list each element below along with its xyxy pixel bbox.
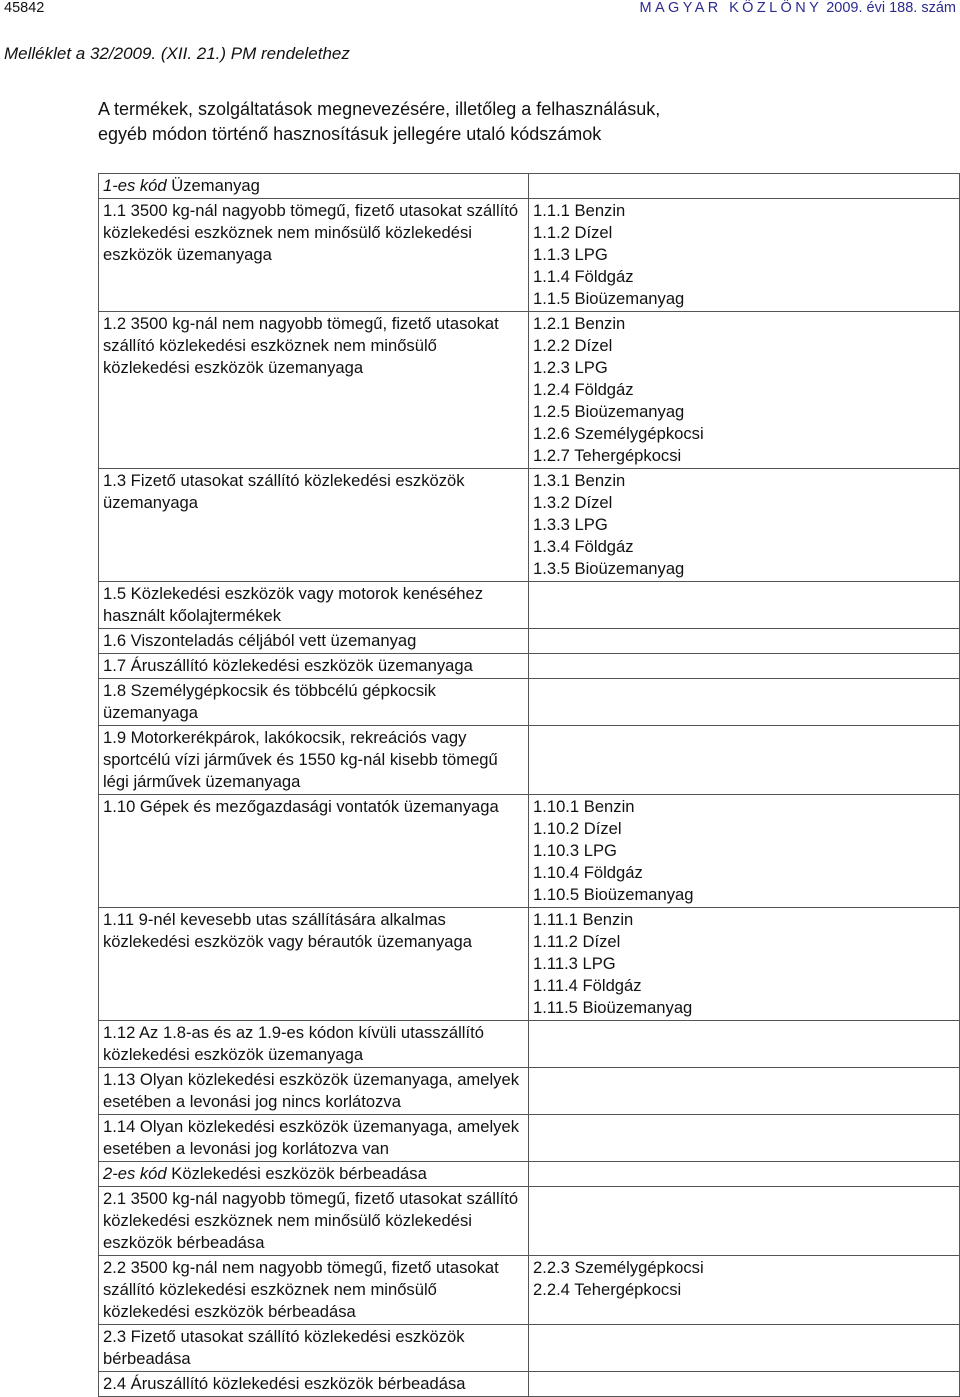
subcode-item: 1.2.3 LPG bbox=[533, 358, 608, 377]
category-text: 2.4 Áruszállító közlekedési eszközök bérbeadása bbox=[103, 1374, 466, 1393]
category-cell bbox=[99, 679, 529, 726]
subcode-item: 1.2.1 Benzin bbox=[533, 314, 626, 333]
subcode-cell bbox=[529, 726, 960, 795]
category-cell bbox=[99, 582, 529, 629]
category-text: 1.6 Viszonteladás céljából vett üzemanyag bbox=[103, 631, 417, 650]
journal-name: MAGYAR KÖZLÖNY bbox=[639, 0, 823, 16]
table-row bbox=[99, 1372, 960, 1397]
table-row bbox=[99, 908, 960, 1021]
category-text: 1.13 Olyan közlekedési eszközök üzemanyaga, amelyek esetében a levonási jog nincs korlátozva bbox=[103, 1070, 519, 1111]
subcode-item: 1.2.7 Tehergépkocsi bbox=[533, 446, 682, 465]
code-prefix: 2-es kód bbox=[103, 1164, 167, 1183]
subcode-item: 1.2.5 Bioüzemanyag bbox=[533, 402, 685, 421]
category-cell bbox=[99, 1068, 529, 1115]
table-row bbox=[99, 582, 960, 629]
subcode-cell bbox=[529, 1115, 960, 1162]
subcode-cell bbox=[529, 654, 960, 679]
subcode-item: 1.10.4 Földgáz bbox=[533, 863, 643, 882]
category-text: 1.7 Áruszállító közlekedési eszközök üzemanyaga bbox=[103, 656, 473, 675]
table-row bbox=[99, 726, 960, 795]
category-text: 2.2 3500 kg-nál nem nagyobb tömegű, fizető utasokat szállító közlekedési eszköznek nem minősülő közlekedési eszközök bérbeadása bbox=[103, 1258, 499, 1321]
category-cell bbox=[99, 469, 529, 582]
subcode-item: 1.10.5 Bioüzemanyag bbox=[533, 885, 694, 904]
subcode-item: 1.2.6 Személygépkocsi bbox=[533, 424, 704, 443]
subcode-item: 1.3.3 LPG bbox=[533, 515, 608, 534]
category-cell bbox=[99, 1187, 529, 1256]
category-cell bbox=[99, 1325, 529, 1372]
subcode-cell bbox=[529, 679, 960, 726]
subcode-item: 1.1.1 Benzin bbox=[533, 201, 626, 220]
subcode-cell bbox=[529, 1021, 960, 1068]
subcode-item: 1.10.3 LPG bbox=[533, 841, 617, 860]
table-row bbox=[99, 469, 960, 582]
category-cell bbox=[99, 726, 529, 795]
code-table bbox=[98, 173, 960, 1397]
subcode-cell bbox=[529, 1325, 960, 1372]
category-text: 1.8 Személygépkocsik és többcélú gépkocsik üzemanyaga bbox=[103, 681, 436, 722]
category-text: 1.2 3500 kg-nál nem nagyobb tömegű, fizető utasokat szállító közlekedési eszköznek nem minősülő közlekedési eszközök üzemanyaga bbox=[103, 314, 499, 377]
category-text: 1.14 Olyan közlekedési eszközök üzemanyaga, amelyek esetében a levonási jog korlátozva van bbox=[103, 1117, 519, 1158]
subcode-cell bbox=[529, 199, 960, 312]
category-cell bbox=[99, 1256, 529, 1325]
category-cell bbox=[99, 795, 529, 908]
table-row bbox=[99, 1068, 960, 1115]
subcode-item: 1.3.1 Benzin bbox=[533, 471, 626, 490]
category-text: 1.9 Motorkerékpárok, lakókocsik, rekreációs vagy sportcélú vízi járművek és 1550 kg-nál kisebb tömegű légi járművek üzemanyaga bbox=[103, 728, 498, 791]
table-row bbox=[99, 1021, 960, 1068]
table-row bbox=[99, 1256, 960, 1325]
subcode-cell bbox=[529, 469, 960, 582]
category-text: 1.11 9-nél kevesebb utas szállítására alkalmas közlekedési eszközök vagy bérautók üzemanyaga bbox=[103, 910, 472, 951]
issue-number: 2009. évi 188. szám bbox=[826, 0, 956, 16]
category-text: 1.5 Közlekedési eszközök vagy motorok kenéséhez használt kőolajtermékek bbox=[103, 584, 484, 625]
subcode-item: 1.11.3 LPG bbox=[533, 954, 616, 973]
table-row bbox=[99, 1115, 960, 1162]
code-prefix: 1-es kód bbox=[103, 176, 167, 195]
category-cell bbox=[99, 629, 529, 654]
category-cell bbox=[99, 174, 529, 199]
table-row bbox=[99, 1325, 960, 1372]
document-title bbox=[98, 97, 798, 147]
category-text: 1.1 3500 kg-nál nagyobb tömegű, fizető utasokat szállító közlekedési eszköznek nem minősülő közlekedési eszközök üzemanyaga bbox=[103, 201, 519, 264]
category-text: 1.12 Az 1.8-as és az 1.9-es kódon kívüli utasszállító közlekedési eszközök üzemanyaga bbox=[103, 1023, 484, 1064]
category-cell bbox=[99, 1115, 529, 1162]
journal-header bbox=[639, 0, 956, 16]
category-text: Közlekedési eszközök bérbeadása bbox=[171, 1164, 427, 1183]
category-text: Üzemanyag bbox=[171, 176, 260, 195]
code-table-body bbox=[99, 174, 960, 1397]
title-line: A termékek, szolgáltatások megnevezésére, illetőleg a felhasználásuk, bbox=[98, 99, 661, 119]
subcode-cell bbox=[529, 1162, 960, 1187]
category-cell bbox=[99, 1021, 529, 1068]
subcode-item: 1.11.5 Bioüzemanyag bbox=[533, 998, 693, 1017]
subcode-item: 1.2.4 Földgáz bbox=[533, 380, 634, 399]
subcode-item: 1.3.2 Dízel bbox=[533, 493, 613, 512]
subcode-cell bbox=[529, 174, 960, 199]
table-row bbox=[99, 679, 960, 726]
subcode-cell bbox=[529, 908, 960, 1021]
table-row bbox=[99, 174, 960, 199]
subcode-item: 1.10.1 Benzin bbox=[533, 797, 635, 816]
subcode-cell bbox=[529, 582, 960, 629]
subcode-cell bbox=[529, 1068, 960, 1115]
category-text: 1.3 Fizető utasokat szállító közlekedési eszközök üzemanyaga bbox=[103, 471, 465, 512]
table-row bbox=[99, 199, 960, 312]
subcode-item: 1.1.5 Bioüzemanyag bbox=[533, 289, 685, 308]
category-cell bbox=[99, 908, 529, 1021]
subcode-cell bbox=[529, 629, 960, 654]
table-row bbox=[99, 1187, 960, 1256]
category-cell bbox=[99, 312, 529, 469]
category-text: 2.3 Fizető utasokat szállító közlekedési eszközök bérbeadása bbox=[103, 1327, 465, 1368]
category-cell bbox=[99, 654, 529, 679]
subcode-item: 1.1.2 Dízel bbox=[533, 223, 613, 242]
subcode-item: 2.2.3 Személygépkocsi bbox=[533, 1258, 704, 1277]
category-text: 1.10 Gépek és mezőgazdasági vontatók üzemanyaga bbox=[103, 797, 499, 816]
subcode-item: 1.1.3 LPG bbox=[533, 245, 608, 264]
subcode-item: 1.10.2 Dízel bbox=[533, 819, 622, 838]
table-row bbox=[99, 1162, 960, 1187]
subcode-item: 1.3.5 Bioüzemanyag bbox=[533, 559, 685, 578]
subcode-item: 1.11.2 Dízel bbox=[533, 932, 621, 951]
subcode-item: 1.3.4 Földgáz bbox=[533, 537, 634, 556]
category-cell bbox=[99, 199, 529, 312]
subcode-cell bbox=[529, 1372, 960, 1397]
annex-reference: Melléklet a 32/2009. (XII. 21.) PM rendelethez bbox=[4, 44, 350, 63]
category-text: 2.1 3500 kg-nál nagyobb tömegű, fizető utasokat szállító közlekedési eszköznek nem minősülő közlekedési eszközök bérbeadása bbox=[103, 1189, 519, 1252]
subcode-item: 2.2.4 Tehergépkocsi bbox=[533, 1280, 682, 1299]
table-row bbox=[99, 654, 960, 679]
page-number: 45842 bbox=[4, 0, 45, 16]
subcode-cell bbox=[529, 1187, 960, 1256]
category-cell bbox=[99, 1162, 529, 1187]
subcode-item: 1.1.4 Földgáz bbox=[533, 267, 634, 286]
category-cell bbox=[99, 1372, 529, 1397]
subcode-cell bbox=[529, 1256, 960, 1325]
subcode-cell bbox=[529, 795, 960, 908]
title-line: egyéb módon történő hasznosításuk jellegére utaló kódszámok bbox=[98, 124, 602, 144]
table-row bbox=[99, 312, 960, 469]
subcode-item: 1.11.1 Benzin bbox=[533, 910, 634, 929]
subcode-item: 1.2.2 Dízel bbox=[533, 336, 613, 355]
table-row bbox=[99, 629, 960, 654]
subcode-item: 1.11.4 Földgáz bbox=[533, 976, 642, 995]
subcode-cell bbox=[529, 312, 960, 469]
table-row bbox=[99, 795, 960, 908]
